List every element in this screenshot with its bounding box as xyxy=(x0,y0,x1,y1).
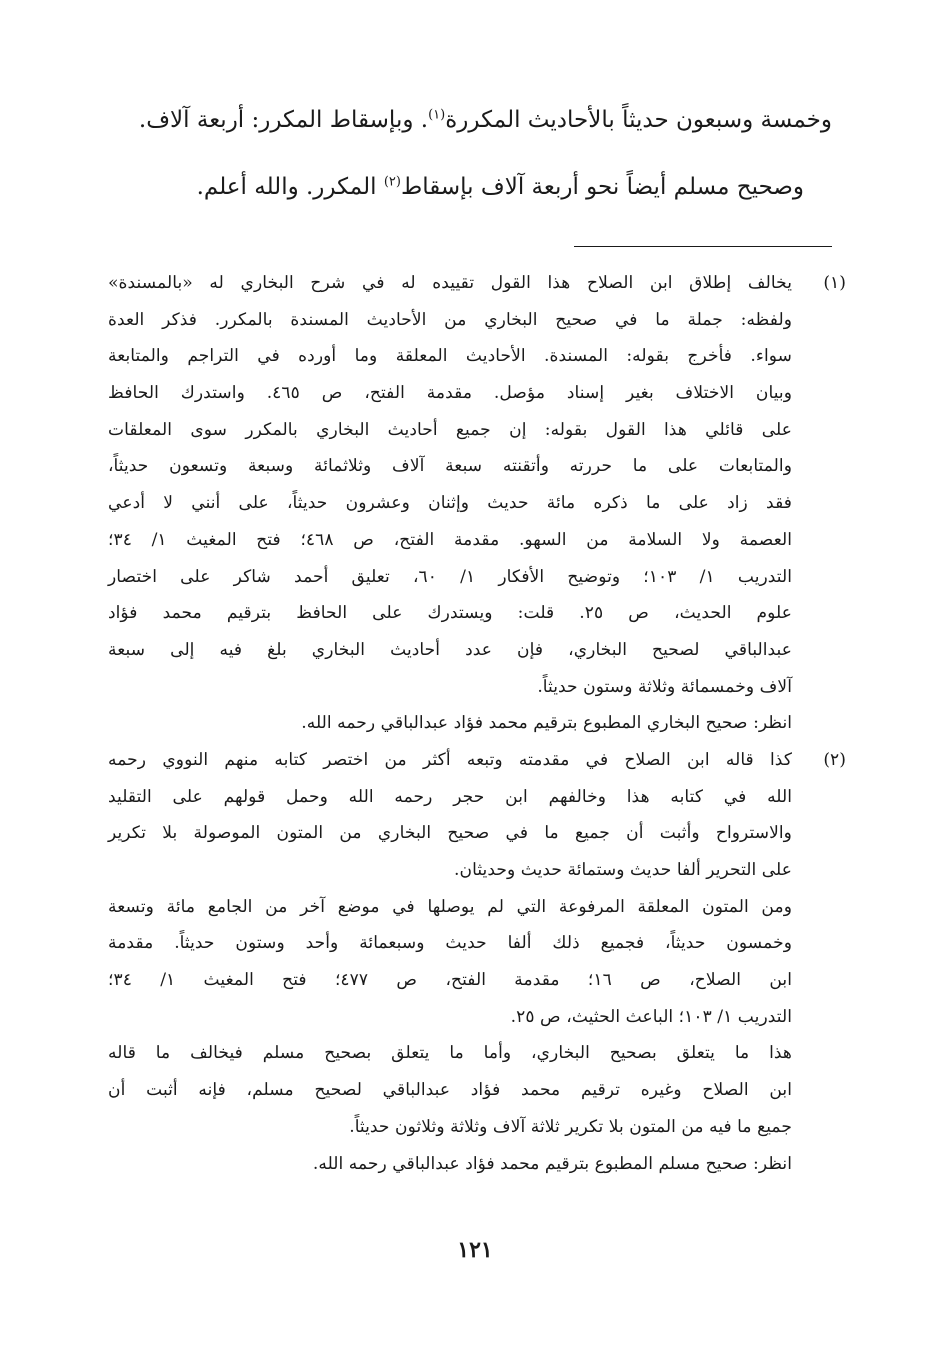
main-text-line-2 xyxy=(84,172,804,202)
footnote-1-line-9: التدريب ١/ ١٠٣؛ وتوضيح الأفكار ١/ ٦٠، تعليق أحمد شاكر على اختصار xyxy=(108,566,793,587)
footnote-ref-2: (٢) xyxy=(383,174,401,190)
footnote-2-line-10: ابن الصلاح وغيره ترقيم محمد فؤاد عبدالباقي لصحيح مسلم، فإنه أثبت أن xyxy=(108,1080,792,1101)
footnotes xyxy=(108,265,846,1182)
footnote-1-line-10: علوم الحديث، ص ٢٥. قلت: ويستدرك على الحافظ بترقيم محمد فؤاد xyxy=(108,603,792,624)
footnote-2-line-4: على التحرير ألفا حديث وستمائة حديث وحديثان. xyxy=(454,860,792,880)
footnote-2-line-11: جميع ما فيه من المتون بلا تكرير ثلاثة آلاف وثلاثة وثلاثون حديثاً. xyxy=(349,1116,792,1137)
footnote-1-line-7: فقد زاد على ما ذكره مائة حديث وإثنان وعشرون حديثاً، على أنني لا أدعي xyxy=(108,493,792,514)
footnote-2-line-2: الله في كتابه هذا وخالفهم ابن حجر رحمه الله وحمل قولهم على التقليد xyxy=(108,786,792,807)
footnote-1-line-4: وبيان الاختلاف بغير إسناد مؤصل. مقدمة الفتح، ص ٤٦٥. واستدرك الحافظ xyxy=(108,383,792,404)
footnote-2-line-1: (٢) كذا قاله ابن الصلاح في مقدمته وتبعه أكثر من اختصر كتابه منهم النووي رحمه xyxy=(108,742,846,779)
footnote-1-number: (١) xyxy=(823,273,846,293)
footnote-1-line-8: العصمة ولا السلامة من السهو. مقدمة الفتح، ص ٤٦٨؛ فتح المغيث ١/ ٣٤؛ xyxy=(108,529,793,550)
footnote-2-number: (٢) xyxy=(823,749,846,770)
footnote-1-line-1: (١) يخالف إطلاق ابن الصلاح هذا القول تقييده له في شرح البخاري له «بالمسندة» xyxy=(108,265,846,302)
footnote-2-line-12: انظر: صحيح مسلم المطبوع بترقيم محمد فؤاد عبدالباقي رحمه الله. xyxy=(312,1153,792,1174)
footnote-1-line-2: ولفظه: جملة ما في صحيح البخاري من الأحاديث المسندة بالمكرر. فذكر العدة xyxy=(108,309,792,330)
footnote-2-line-6: وخمسون حديثاً، فجميع ذلك ألفا حديث وسبعمائة وأحد وستون حديثاً. مقدمة xyxy=(108,933,792,954)
footnote-1-line-5: على قائلي هذا القول بقوله: إن جميع أحاديث البخاري بالمكرر سوى المعلقات xyxy=(108,419,792,440)
footnote-1-line-12: آلاف وخمسمائة وثلاثة وستون حديثاً. xyxy=(537,676,792,697)
main-text-line-2-end: المكرر. والله أعلم. xyxy=(196,174,384,200)
footnote-ref-1: (١) xyxy=(428,107,446,123)
footnote-2-line-3: والاسترواح وأثبت أن جميع ما في صحيح البخاري من المتون الموصولة بلا تكرير xyxy=(108,823,792,844)
main-text-line-1 xyxy=(112,105,832,135)
footnote-1-line-11: عبدالباقي لصحيح البخاري، فإن عدد أحاديث البخاري بلغ فيه إلى سبعة xyxy=(108,639,792,660)
footnote-1-line-13: انظر: صحيح البخاري المطبوع بترقيم محمد فؤاد عبدالباقي رحمه الله. xyxy=(301,713,792,734)
footnote-2-line-5: ومن المتون المعلقة المرفوعة التي لم يوصلها في موضع آخر من الجامع مائة وتسعة xyxy=(108,896,792,917)
main-text-line-1-start: وخمسة وسبعون حديثاً بالأحاديث المكررة xyxy=(445,107,832,133)
footnote-2-line-7: ابن الصلاح، ص ١٦؛ مقدمة الفتح، ص ٤٧٧؛ فتح المغيث ١/ ٣٤؛ xyxy=(108,970,792,991)
main-text-line-1-end: . وبإسقاط المكرر: أربعة آلاف. xyxy=(138,107,429,133)
footnote-2-line-9: هذا ما يتعلق بصحيح البخاري، وأما ما يتعلق بصحيح مسلم فيخالف ما قاله xyxy=(108,1043,792,1064)
page-number: ١٢١ xyxy=(457,1237,493,1263)
footnote-2-line-8: التدريب ١/ ١٠٣؛ الباعث الحثيث، ص ٢٥. xyxy=(510,1006,792,1027)
footnote-separator xyxy=(574,246,832,247)
footnote-1-line-6: والمتابعات على ما حررته وأتقنته سبعة آلاف وثلاثمائة وسبعة وتسعون حديثاً، xyxy=(108,456,792,477)
footnote-1-line-3: سواء. فأخرج بقوله: المسندة. الأحاديث المعلقة وما أورده في التراجم والمتابعة xyxy=(108,346,792,367)
main-text-line-2-start: وصحيح مسلم أيضاً نحو أربعة آلاف بإسقاط xyxy=(400,174,804,200)
